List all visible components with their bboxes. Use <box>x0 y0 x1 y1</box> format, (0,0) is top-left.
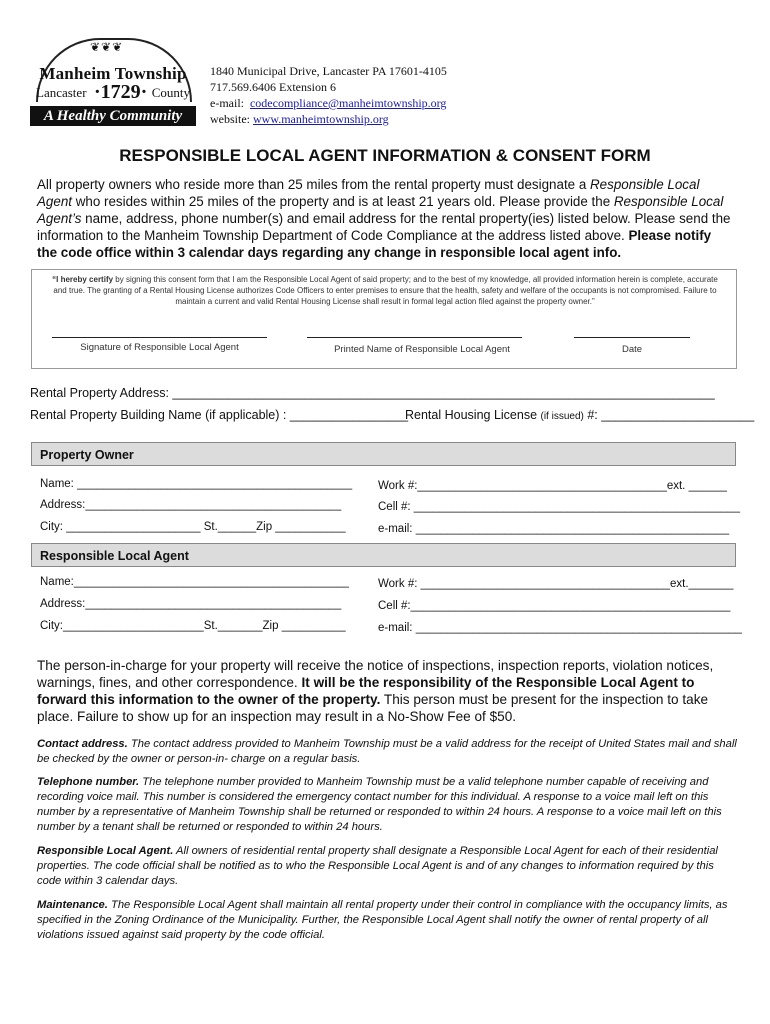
note-title: Telephone number. <box>37 776 140 788</box>
pic-bold: It will be the responsibility of the Responsible Local Agent to forward this information to the owner of the property. <box>37 675 695 707</box>
owner-address-field[interactable]: Address:________________________________________ <box>40 499 342 511</box>
intro-em-1: Responsible Local Agent <box>37 177 700 209</box>
pic-text-2: This person must be present for the inspection to take place. Failure to show up for an inspection may result in a No-Show Fee of $50. <box>37 692 709 724</box>
logo-name: Manheim Township <box>39 64 187 83</box>
rental-address-field[interactable]: Rental Property Address: ______________________________________________________________________________ <box>30 386 715 400</box>
note-maintenance <box>37 898 737 943</box>
date-line[interactable] <box>574 337 690 338</box>
consent-box <box>31 269 737 369</box>
logo-tagline: A Healthy Community <box>30 106 196 126</box>
printed-name-label: Printed Name of Responsible Local Agent <box>334 344 510 355</box>
note-text: The telephone number provided to Manheim Township must be a valid telephone number capable of receiving and recording voice mail. This number is considered the emergency contact number for this individual. A response to a voice mail left on this number by a representative of Manheim Township shall be returned or responded to within 24 hours. A response to a voice mail left on this number by a tenant shall be returned or responded to within 24 hours. <box>37 776 722 833</box>
logo-right-text: County <box>151 85 190 100</box>
contact-website-row <box>210 111 447 127</box>
license-small: (if issued) <box>540 411 584 422</box>
owner-name-field[interactable]: Name: ___________________________________________ <box>40 478 353 490</box>
owner-email-field[interactable]: e-mail: _________________________________________________ <box>378 523 730 535</box>
agent-city-field[interactable]: City:______________________St._______Zip __________ <box>40 620 346 632</box>
license-blank: #: ______________________ <box>583 408 755 422</box>
logo-left-text: Lancaster <box>36 85 87 100</box>
form-title: RESPONSIBLE LOCAL AGENT INFORMATION & CONSENT FORM <box>119 146 651 165</box>
agent-email-field[interactable]: e-mail: ___________________________________________________ <box>378 622 742 634</box>
note-responsible-agent <box>37 844 737 889</box>
intro-em-2: Responsible Local Agent’s <box>37 194 724 226</box>
signature-line[interactable] <box>52 337 267 338</box>
logo-ornament-icon: ❦❦❦ <box>90 40 124 54</box>
date-label: Date <box>621 344 643 355</box>
email-link[interactable]: codecompliance@manheimtownship.org <box>249 96 447 110</box>
contact-address: 1840 Municipal Drive, Lancaster PA 17601-4105 <box>210 64 447 78</box>
owner-cell-field[interactable]: Cell #: ___________________________________________________ <box>378 501 740 513</box>
intro-text-2: who resides within 25 miles of the property and is at least 21 years old. Please provide the <box>72 194 614 209</box>
note-title: Maintenance. <box>37 899 108 911</box>
owner-work-field[interactable]: Work #:_______________________________________ext. ______ <box>378 480 727 492</box>
note-contact-address <box>37 737 737 767</box>
intro-text-1: All property owners who reside more than 25 miles from the rental property must designate a <box>37 177 590 192</box>
building-name-field[interactable]: Rental Property Building Name (if applicable) : _________________ <box>30 408 409 422</box>
person-in-charge-paragraph <box>37 657 733 725</box>
website-label: website: <box>210 112 250 126</box>
owner-section-header: Property Owner <box>31 442 736 466</box>
consent-text: by signing this consent form that I am the Responsible Local Agent of said property; and to the best of my knowledge, all provided information herein is complete, accurate and true. The granting of a Rental Housing License authorizes Code Officers to enter premises to ensure that the health, safety and welfare of the occupants is not compromised. Failure to maintain a current and valid Rental Housing License shall result in formal legal action filed against the property owner.” <box>53 275 718 306</box>
contact-block <box>210 63 447 127</box>
note-text: The contact address provided to Manheim Township must be a valid address for the receipt of United States mail and shall be checked by the owner or person-in- charge on a regular basis. <box>37 738 737 765</box>
intro-bold: Please notify the code office within 3 calendar days regarding any change in responsible local agent info. <box>37 228 712 260</box>
license-field[interactable] <box>405 408 754 422</box>
printed-name-line[interactable] <box>307 337 522 338</box>
consent-lead: “I hereby certify <box>52 275 114 284</box>
note-title: Responsible Local Agent. <box>37 845 174 857</box>
contact-phone: 717.569.6406 Extension 6 <box>210 80 336 94</box>
agent-work-field[interactable]: Work #: _______________________________________ext._______ <box>378 578 734 590</box>
note-text: The Responsible Local Agent shall maintain all rental property under their control in compliance with the occupancy limits, as specified in the Zoning Ordinance of the Municipality. Further, the Responsible Local Agent shall notify the owner of rental property of all violations issued against said property by the code official. <box>37 899 728 941</box>
consent-statement <box>50 274 720 307</box>
email-label: e-mail: <box>210 96 244 110</box>
contact-email-row <box>210 95 447 111</box>
agent-address-field[interactable]: Address:________________________________________ <box>40 598 342 610</box>
intro-paragraph <box>37 176 733 261</box>
logo-year: ·1729· <box>94 81 148 103</box>
pic-text-1: The person-in-charge for your property will receive the notice of inspections, inspection reports, violation notices, warnings, fines, and other correspondence. <box>37 658 714 690</box>
agent-name-field[interactable]: Name:___________________________________________ <box>40 576 349 588</box>
note-title: Contact address. <box>37 738 128 750</box>
note-text: All owners of residential rental property shall designate a Responsible Local Agent for each of their residential properties. The code official shall be notified as to who the Responsible Local Agent is and of any changes to information required by this code within 3 calendar days. <box>37 845 718 887</box>
signature-label: Signature of Responsible Local Agent <box>80 342 239 353</box>
license-label: Rental Housing License <box>405 408 541 422</box>
owner-city-field[interactable]: City: _____________________ St.______Zip ___________ <box>40 521 346 533</box>
agent-cell-field[interactable]: Cell #:__________________________________________________ <box>378 600 731 612</box>
website-link[interactable]: www.manheimtownship.org <box>253 112 389 126</box>
agent-section-header: Responsible Local Agent <box>31 543 736 567</box>
intro-text-3: name, address, phone number(s) and email address for the rental property(ies) listed below. Please send the information to the Manheim Township Department of Code Compliance at the address listed above. <box>37 211 731 243</box>
note-telephone <box>37 775 737 835</box>
township-logo <box>30 38 196 128</box>
